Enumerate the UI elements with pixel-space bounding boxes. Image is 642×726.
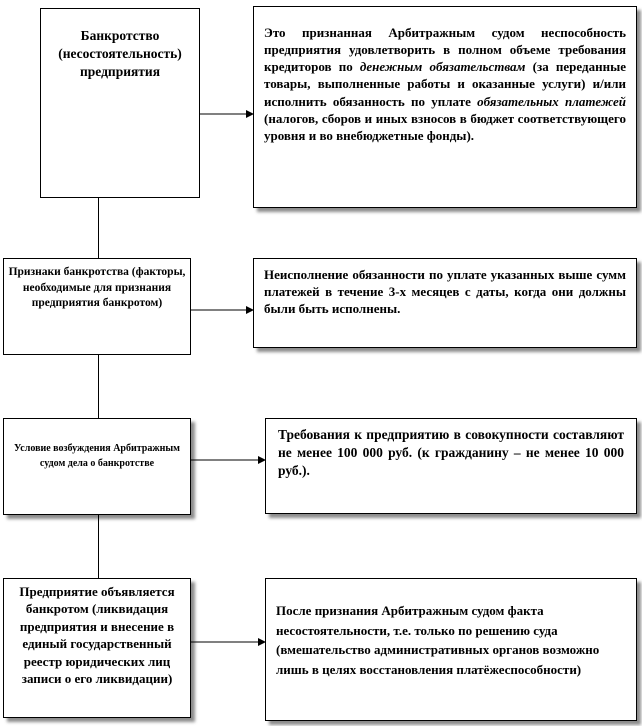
step-box-condition (3, 418, 191, 515)
arrow-4 (191, 636, 268, 648)
step-box-signs (3, 258, 191, 355)
connector-line-2 (98, 355, 99, 418)
description-text: Требования к предприятию в совокупности составляют не менее 100 000 руб. (к гражданину – не менее 10 000 руб.). (278, 427, 624, 478)
description-text: После признания Арбитражным судом факта несостоятельности, т.е. только по решению суда (вмешательство административных органов возможно лишь в целях восстановления платёжеспособности) (276, 603, 600, 677)
description-text: Неисполнение обязанности по уплате указанных выше сумм платежей в течение 3-х месяцев с даты, когда они должны были быть исполнены. (264, 267, 626, 317)
connector-line-3 (98, 515, 99, 578)
description-box-signs (253, 258, 637, 348)
connector-line-1 (98, 198, 99, 258)
description-box-condition (265, 418, 637, 514)
step-box-declared (3, 578, 191, 718)
step-label: Условие возбуждения Арбитражным судом дела о банкротстве (14, 443, 180, 469)
description-box-declared (265, 578, 637, 721)
arrow-3 (191, 454, 268, 466)
description-text: Это признанная Арбитражным судом неспособность предприятия удовлетворить в полном объеме требования кредиторов по денежным обязательствам (за переданные товары, выполненные работы и оказанные услуги) и/или исполнить обязанность по уплате обязательных платежей (налогов, сборов и иных взносов в бюджет соответствующего уровня и во внебюджетные фонды). (264, 25, 626, 143)
arrow-2 (191, 304, 256, 316)
step-box-bankruptcy (40, 8, 200, 198)
arrow-1 (200, 108, 256, 120)
step-label: Банкротство (несостоятельность) предприятия (58, 28, 182, 79)
step-label: Предприятие объявляется банкротом (ликвидация предприятия и внесение в единый государственный реестр юридических лиц записи о его ликвидации) (19, 584, 175, 687)
description-box-bankruptcy (253, 6, 637, 208)
step-label: Признаки банкротства (факторы, необходимые для признания предприятия банкротом) (8, 266, 186, 310)
